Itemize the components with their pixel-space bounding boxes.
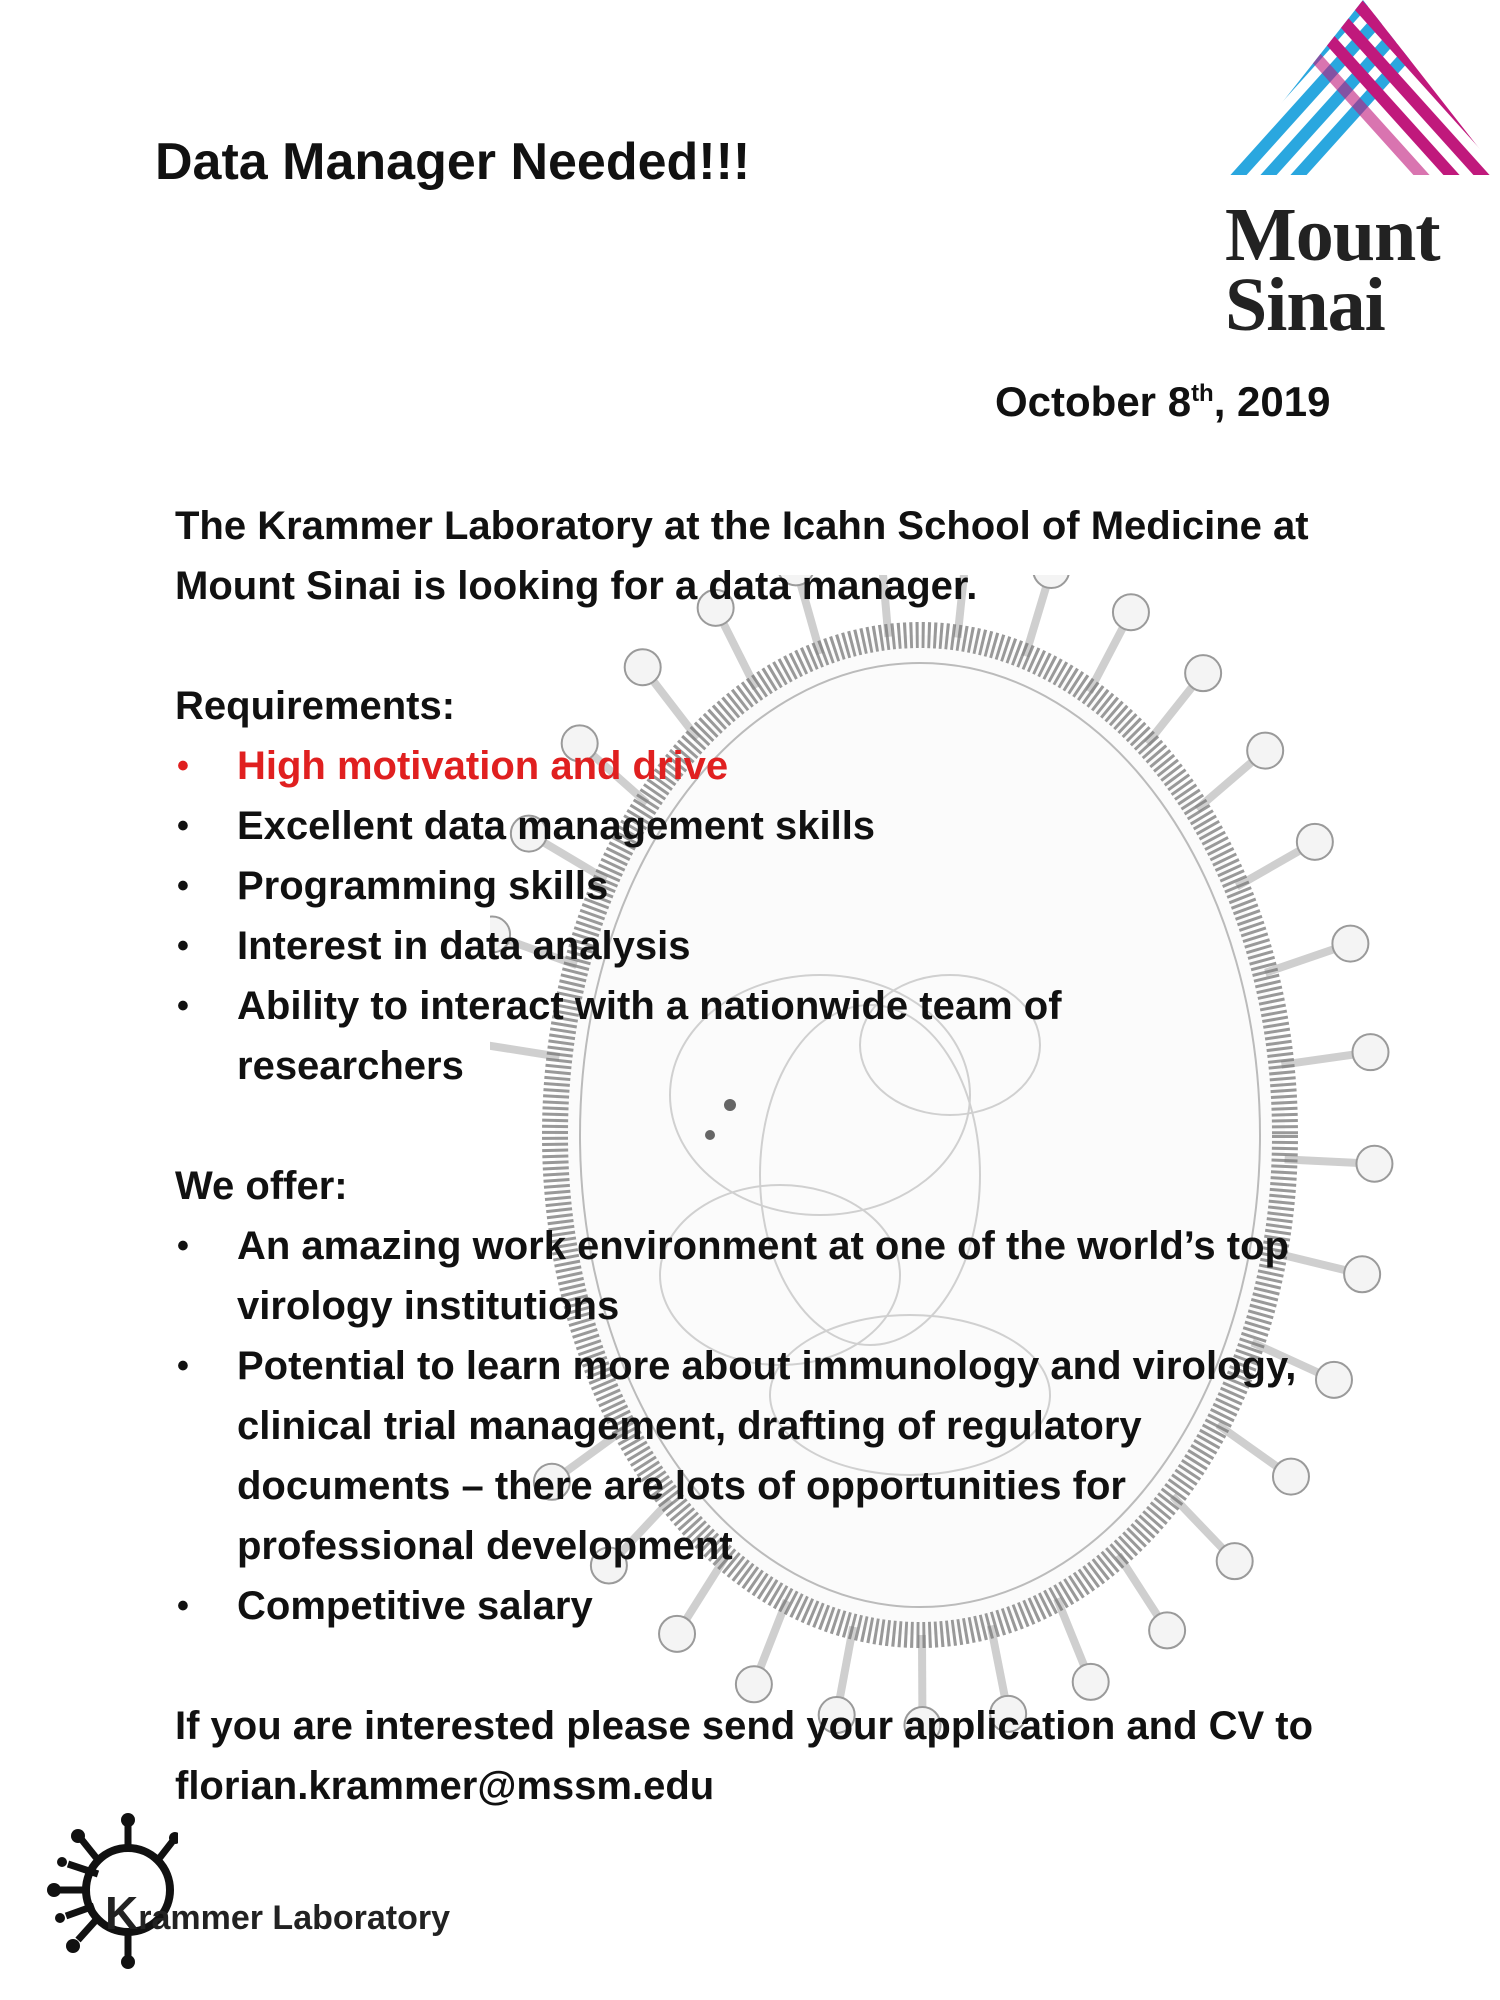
virus-spike-head [1352,1034,1388,1070]
virus-spike-head [1185,655,1221,691]
contact-paragraph: If you are interested please send your application and CV to florian.krammer@mssm.edu [175,1704,1314,1808]
date-suffix: th [1191,380,1214,407]
krammer-lab-wordmark [105,1886,450,1940]
requirements-list [175,736,1255,1096]
logo-name-line1: Mount [1225,193,1440,277]
requirement-item: • Ability to interact with a nationwide team of researchers [175,976,1255,1096]
virus-spike-head [625,649,661,685]
requirement-item: • Programming skills [175,856,1255,916]
virus-spike-head [1297,824,1333,860]
posting-date [995,378,1331,426]
lab-initial: K [105,1887,139,1939]
virus-spike-head [1073,1664,1109,1700]
intro-paragraph: The Krammer Laboratory at the Icahn School of Medicine at Mount Sinai is looking for a data manager. [175,504,1309,608]
offer-item: • Competitive salary [175,1576,1355,1636]
lab-name: rammer Laboratory [138,1899,451,1937]
virus-spike-head [1356,1146,1392,1182]
offer-list [175,1216,1355,1636]
offer-heading: We offer: [175,1164,348,1208]
date-year: , 2019 [1213,378,1331,425]
offer-item: • Potential to learn more about immunology and virology, clinical trial management, drafting of regulatory documents – there are lots of opportunities for professional development [175,1336,1355,1576]
requirement-item: • Excellent data management skills [175,796,1255,856]
logo-name-line2: Sinai [1225,263,1385,347]
page-title: Data Manager Needed!!! [155,133,751,191]
virus-spike-head [1332,926,1368,962]
requirement-item: • Interest in data analysis [175,916,1255,976]
requirement-item: • High motivation and drive [175,736,1255,796]
offer-item: • An amazing work environment at one of the world’s top virology institutions [175,1216,1355,1336]
date-main: October 8 [995,378,1192,425]
mount-sinai-wordmark [1225,193,1440,347]
requirements-heading: Requirements: [175,684,456,728]
